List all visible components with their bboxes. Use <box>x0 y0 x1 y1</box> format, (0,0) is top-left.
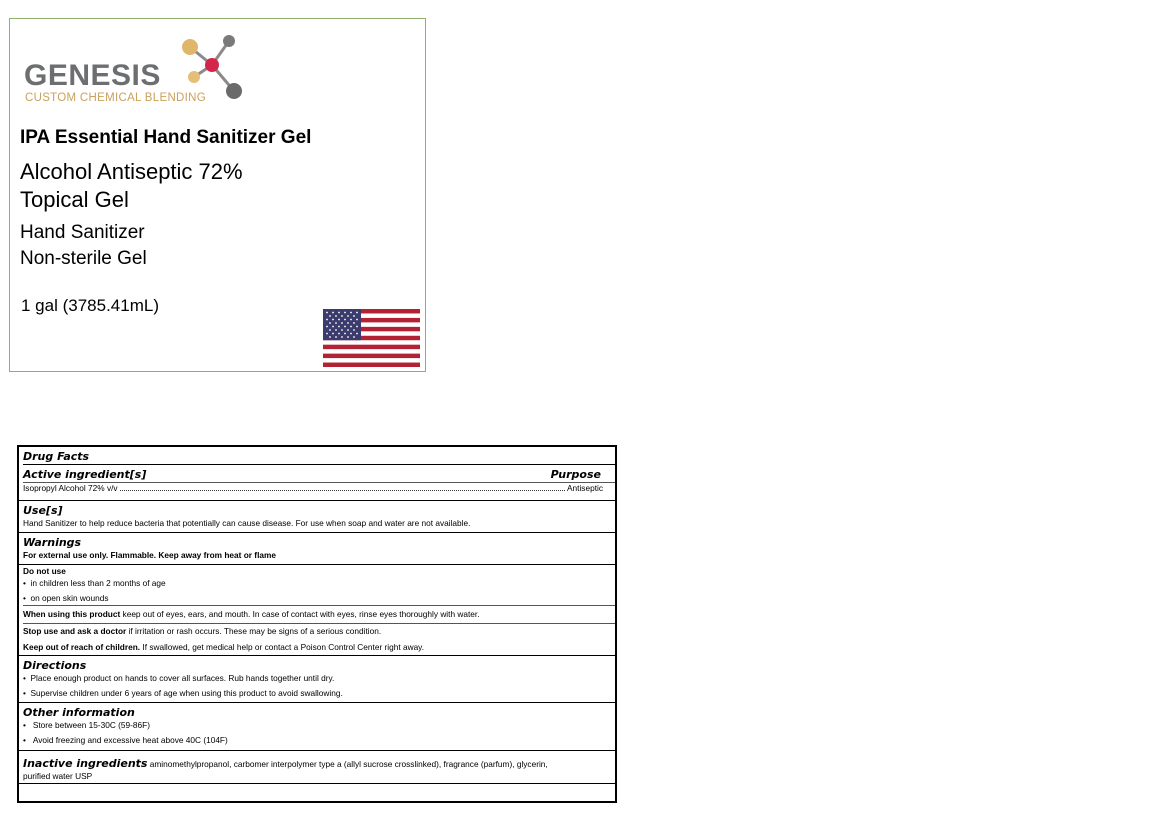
stop-use-label: Stop use and ask a doctor <box>23 626 127 636</box>
brand-logo <box>24 35 254 107</box>
divider <box>19 564 615 565</box>
warnings-text: For external use only. Flammable. Keep away from heat or flame <box>23 550 276 560</box>
bullet: • <box>23 673 31 683</box>
keep-out-text: If swallowed, get medical help or contact a Poison Control Center right away. <box>140 642 425 652</box>
divider <box>19 702 615 703</box>
net-volume: 1 gal (3785.41mL) <box>21 296 159 315</box>
active-ingredient: Isopropyl Alcohol 72% v/v <box>23 483 118 493</box>
directions-item: Supervise children under 6 years of age when using this product to avoid swallowing. <box>30 688 343 698</box>
list-item <box>23 720 611 731</box>
divider <box>19 500 615 501</box>
dot-leader <box>120 490 565 491</box>
inactive-ingredients-text: aminomethylpropanol, carbomer interpolymer type a (allyl sucrose crosslinked), fragrance (parfum), glycerin, <box>147 759 548 769</box>
purpose-heading: Purpose <box>550 468 601 481</box>
divider <box>23 623 615 624</box>
active-ingredient-header-row <box>23 468 611 481</box>
bullet: • <box>23 735 33 745</box>
divider <box>19 750 615 751</box>
product-label-panel <box>9 18 426 372</box>
keep-out-row <box>23 642 611 653</box>
directions-heading: Directions <box>23 659 87 672</box>
inactive-ingredients-continued: purified water USP <box>23 771 93 781</box>
do-not-use-item: on open skin wounds <box>30 593 109 603</box>
inactive-ingredients-heading: Inactive ingredients <box>23 757 148 770</box>
divider <box>23 464 615 465</box>
other-information-item: Store between 15-30C (59-86F) <box>32 720 150 730</box>
product-descriptor-4: Non-sterile Gel <box>20 248 147 269</box>
purpose-value: Antiseptic <box>567 483 603 493</box>
inactive-ingredients-row <box>23 754 611 772</box>
brand-tagline: CUSTOM CHEMICAL BLENDING <box>25 92 207 104</box>
bullet: • <box>23 578 31 588</box>
directions-item: Place enough product on hands to cover all surfaces. Rub hands together until dry. <box>30 673 335 683</box>
bullet: • <box>23 688 31 698</box>
divider <box>19 655 615 656</box>
divider <box>19 783 615 784</box>
product-descriptor-2: Topical Gel <box>20 187 129 212</box>
other-information-heading: Other information <box>23 706 135 719</box>
other-information-item: Avoid freezing and excessive heat above 40C (104F) <box>32 735 228 745</box>
do-not-use-heading: Do not use <box>23 566 66 576</box>
bullet: • <box>23 720 33 730</box>
keep-out-label: Keep out of reach of children. <box>23 642 141 652</box>
list-item <box>23 593 611 604</box>
list-item <box>23 688 611 699</box>
divider <box>19 532 615 533</box>
stop-use-text: if irritation or rash occurs. These may be signs of a serious condition. <box>126 626 382 636</box>
brand-name: GENESIS <box>24 59 161 92</box>
list-item <box>23 578 611 589</box>
list-item <box>23 673 611 684</box>
when-using-text: keep out of eyes, ears, and mouth. In case of contact with eyes, rinse eyes thoroughly with water. <box>120 609 480 619</box>
drug-facts-panel <box>17 445 617 803</box>
bullet: • <box>23 593 31 603</box>
when-using-label: When using this product <box>23 609 121 619</box>
product-title: IPA Essential Hand Sanitizer Gel <box>20 127 312 148</box>
when-using-row <box>23 609 611 620</box>
active-ingredient-heading: Active ingredient[s] <box>23 468 147 481</box>
do-not-use-item: in children less than 2 months of age <box>30 578 166 588</box>
product-descriptor-1: Alcohol Antiseptic 72% <box>20 159 243 184</box>
active-ingredient-row <box>23 483 603 494</box>
us-flag-icon <box>323 309 420 367</box>
product-descriptor-3: Hand Sanitizer <box>20 222 145 243</box>
list-item <box>23 735 611 746</box>
warnings-heading: Warnings <box>23 536 82 549</box>
uses-text: Hand Sanitizer to help reduce bacteria that potentially can cause disease. For use when soap and water are not available. <box>23 518 471 528</box>
stop-use-row <box>23 626 611 637</box>
divider <box>23 605 615 606</box>
uses-heading: Use[s] <box>23 504 63 517</box>
drug-facts-title: Drug Facts <box>23 450 90 463</box>
